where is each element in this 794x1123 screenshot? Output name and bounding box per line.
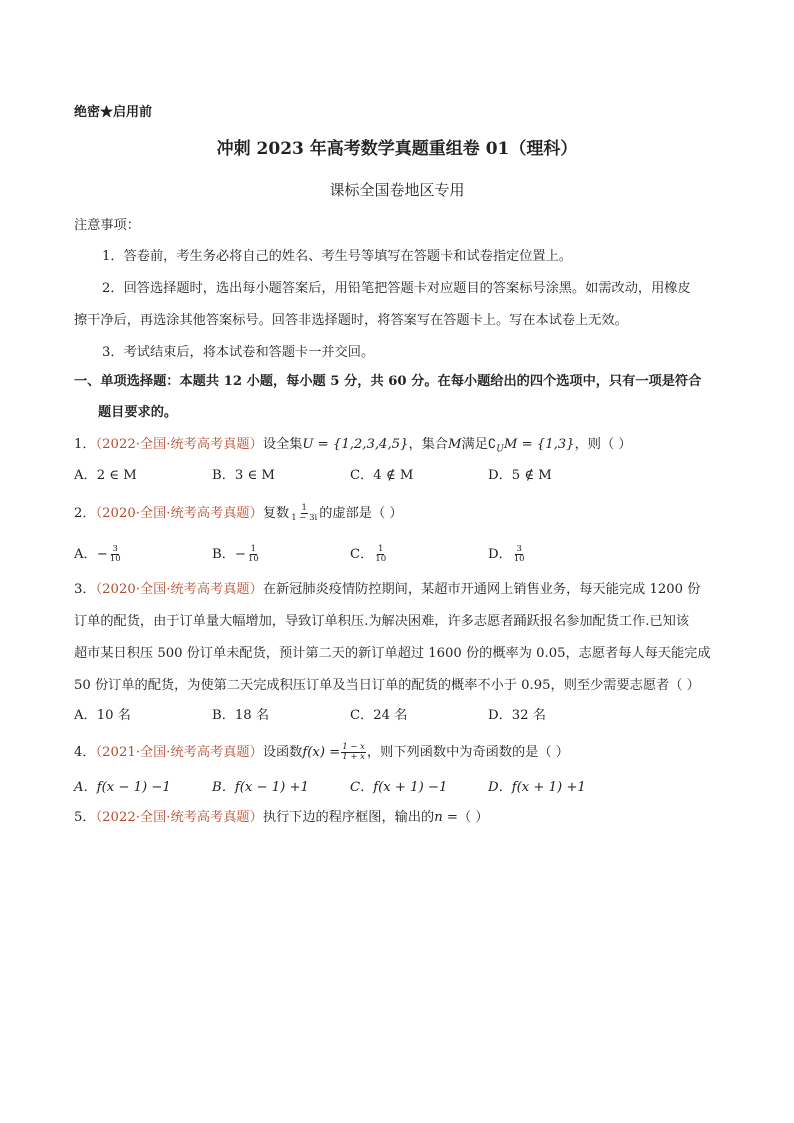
question-3-line-4: 50 份订单的配货，为使第二天完成积压订单及当日订单的配货的概率不小于 0.95，则至少需要志愿者（ ） xyxy=(74,678,700,693)
math-expression: U = {1,2,3,4,5} xyxy=(302,437,409,452)
math-sign: − xyxy=(96,547,108,562)
notice-heading: 注意事项： xyxy=(74,218,140,233)
question-number: 2． xyxy=(74,506,96,521)
option-d xyxy=(488,545,527,564)
fraction-numerator: 1 xyxy=(250,544,257,554)
exam-subtitle: 课标全国卷地区专用 xyxy=(329,181,465,199)
option-c: C．f(x + 1) −1 xyxy=(350,780,448,795)
option-b: B．3 ∈ M xyxy=(212,468,275,483)
question-number: 5． xyxy=(74,810,96,825)
fraction xyxy=(247,545,260,564)
question-source: （2022·全国·统考高考真题） xyxy=(95,437,263,452)
math-sign: − xyxy=(234,547,246,562)
option-a xyxy=(74,545,123,564)
question-text: 执行下边的程序框图，输出的 xyxy=(262,810,435,825)
option-c xyxy=(350,545,388,564)
fraction-numerator: 3 xyxy=(112,544,118,554)
option-label: A． xyxy=(74,547,97,562)
fraction-numerator: 1 xyxy=(301,503,307,513)
notice-item-2-cont: 擦干净后，再选涂其他答案标号。回答非选择题时，将答案写在答题卡上。写在本试卷上无效。 xyxy=(74,313,628,328)
fraction-denominator: 1 − 3i xyxy=(291,513,318,523)
fraction-numerator: 1 xyxy=(377,544,384,554)
option-b: B．18 名 xyxy=(212,708,270,723)
math-expression: ∁ xyxy=(487,437,497,452)
section-heading-cont: 题目要求的。 xyxy=(98,405,178,420)
fraction-denominator: 10 xyxy=(513,554,525,564)
math-expression: n = xyxy=(434,810,458,825)
question-number: 3． xyxy=(74,582,96,597)
fraction-numerator: 1 − x xyxy=(342,742,365,752)
notice-item-1: 1．答卷前，考生务必将自己的姓名、考生号等填写在答题卡和试卷指定位置上。 xyxy=(102,249,572,264)
fraction xyxy=(341,743,366,762)
option-d: D．5 ∉ M xyxy=(488,468,552,483)
question-source: （2021·全国·统考高考真题） xyxy=(95,745,263,760)
question-text: ，则下列函数中为奇函数的是（ ） xyxy=(366,745,569,760)
question-1 xyxy=(74,436,632,459)
math-subscript: U xyxy=(496,444,504,455)
question-number: 4． xyxy=(74,745,96,760)
fraction-denominator: 1 + x xyxy=(342,752,365,762)
fraction-denominator: 10 xyxy=(375,554,387,564)
fraction xyxy=(109,545,122,564)
notice-item-3: 3．考试结束后，将本试卷和答题卡一并交回。 xyxy=(102,345,375,360)
question-text: 满足 xyxy=(461,437,488,452)
option-b: B．f(x − 1) +1 xyxy=(212,780,309,795)
question-3-line-3: 超市某日积压 500 份订单未配货，预计第二天的新订单超过 1600 份的概率为 0.05，志愿者每人每天能完成 xyxy=(74,646,711,661)
question-text: 在新冠肺炎疫情防控期间，某超市开通网上销售业务，每天能完成 1200 份 xyxy=(262,582,701,597)
option-a: A．2 ∈ M xyxy=(74,468,137,483)
question-text: 设函数 xyxy=(262,745,303,760)
option-a: A．10 名 xyxy=(74,708,131,723)
question-source: （2020·全国·统考高考真题） xyxy=(95,506,263,521)
fraction-denominator: 10 xyxy=(247,554,259,564)
section-heading: 一、单项选择题：本题共 12 小题，每小题 5 分，共 60 分。在每小题给出的四个选项中，只有一项是符合 xyxy=(74,374,702,389)
math-expression: M xyxy=(448,437,462,452)
math-expression: f(x) = xyxy=(302,745,341,760)
exam-title: 冲刺 2023 年高考数学真题重组卷 01（理科） xyxy=(216,139,578,159)
question-5 xyxy=(74,809,489,827)
option-c: C．4 ∉ M xyxy=(350,468,414,483)
fraction xyxy=(374,545,387,564)
option-label: C． xyxy=(350,547,374,562)
question-source: （2020·全国·统考高考真题） xyxy=(95,582,263,597)
question-2 xyxy=(74,504,403,523)
option-a: A．f(x − 1) −1 xyxy=(74,780,171,795)
option-label: B． xyxy=(212,547,235,562)
question-text: 复数 xyxy=(262,506,290,521)
question-source: （2022·全国·统考高考真题） xyxy=(95,810,263,825)
option-b xyxy=(212,545,261,564)
secret-label: 绝密★启用前 xyxy=(74,105,153,120)
question-text: 设全集 xyxy=(262,437,303,452)
question-text: （ ） xyxy=(458,810,489,825)
option-d: D．32 名 xyxy=(488,708,546,723)
notice-item-2: 2．回答选择题时，选出每小题答案后，用铅笔把答题卡对应题目的答案标号涂黑。如需改动，用橡皮 xyxy=(102,281,691,296)
question-text: ，集合 xyxy=(408,437,448,452)
question-number: 1． xyxy=(74,437,96,452)
math-expression: M = {1,3} xyxy=(503,437,575,452)
option-c: C．24 名 xyxy=(350,708,408,723)
fraction xyxy=(513,545,526,564)
question-text: ，则（ ） xyxy=(574,437,632,452)
question-3 xyxy=(74,581,700,599)
question-4 xyxy=(74,743,569,762)
fraction-denominator: 10 xyxy=(109,554,121,564)
question-text: 的虚部是（ ） xyxy=(319,506,403,521)
fraction xyxy=(290,504,318,523)
fraction-numerator: 3 xyxy=(516,544,522,554)
question-3-line-2: 订单的配货，由于订单量大幅增加，导致订单积压.为解决困难，许多志愿者踊跃报名参加配货工作.已知该 xyxy=(74,614,690,629)
option-d: D．f(x + 1) +1 xyxy=(488,780,586,795)
option-label: D． xyxy=(488,547,512,562)
